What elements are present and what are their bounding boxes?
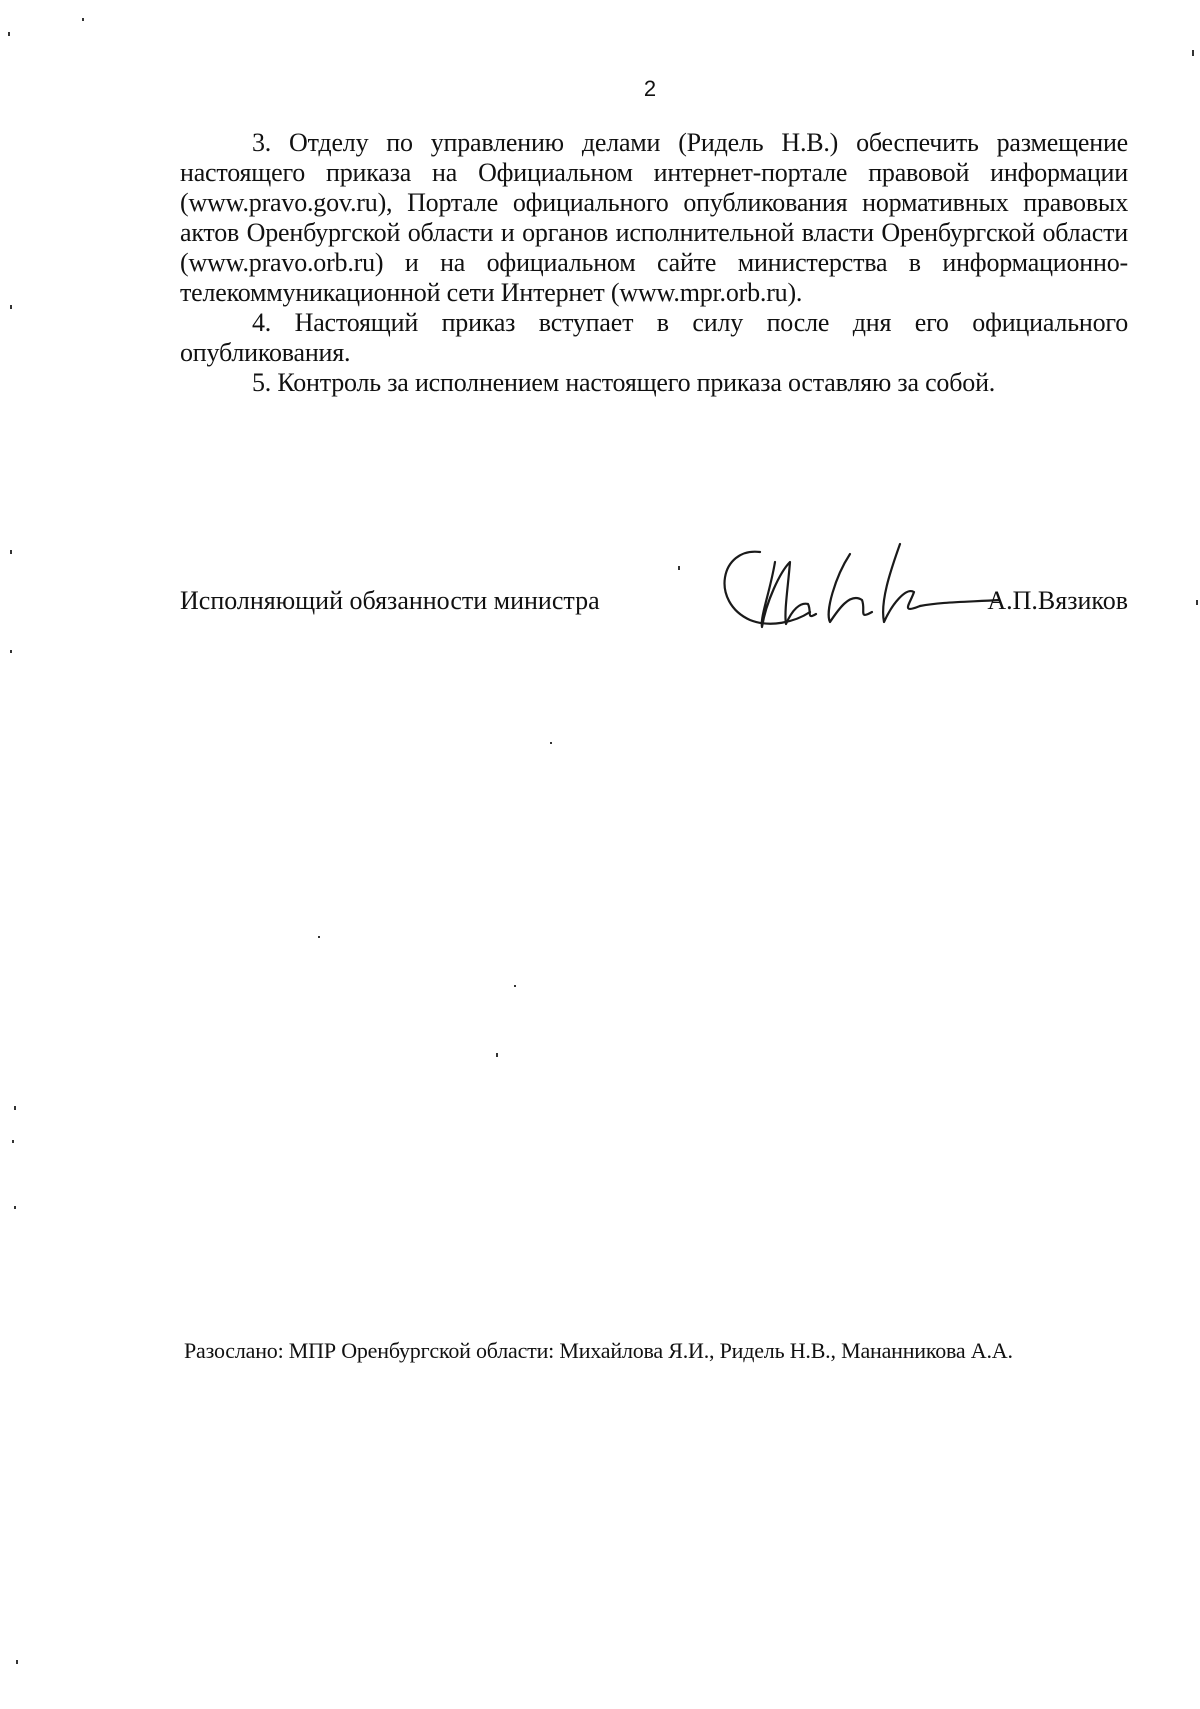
scan-speck xyxy=(514,985,516,987)
document-body xyxy=(180,128,1128,398)
scan-speck xyxy=(678,566,680,570)
signatory-name: А.П.Вязиков xyxy=(987,586,1128,615)
signature-block xyxy=(180,576,1128,636)
paragraph-5: 5. Контроль за исполнением настоящего приказа оставляю за собой. xyxy=(252,368,996,397)
scan-speck xyxy=(1196,600,1198,605)
page-number: 2 xyxy=(643,76,657,101)
paragraph-4: 4. Настоящий приказ вступает в силу после дня его официального опубликования. xyxy=(180,308,1128,367)
scan-speck xyxy=(550,742,552,744)
scan-speck xyxy=(82,18,84,21)
scan-speck xyxy=(12,1140,14,1143)
scan-speck xyxy=(10,550,12,554)
scan-speck xyxy=(10,650,12,653)
scan-speck xyxy=(496,1053,498,1057)
handwritten-signature-icon xyxy=(700,532,1000,642)
scan-speck xyxy=(1192,50,1194,56)
paragraph-3: 3. Отделу по управлению делами (Ридель Н.В.) обеспечить размещение настоящего приказа на Официальном интернет-портале правовой информации (www.pravo.gov.ru), Порталe официального опубликования нормативных правовых актов Оренбургской области и органов исполнительной власти Оренбургской области (www.pravo.orb.ru) и на официальном сайте министерства в информационно-телекоммуникационной сети Интернет (www.mpr.orb.ru). xyxy=(180,128,1128,307)
signatory-position: Исполняющий обязанности министра xyxy=(180,586,600,615)
scan-speck xyxy=(318,936,320,938)
scan-speck xyxy=(8,32,10,36)
distribution-list: Разослано: МПР Оренбургской области: Михайлова Я.И., Ридель Н.В., Мананникова А.А. xyxy=(184,1338,1013,1363)
scan-speck xyxy=(10,305,12,309)
scan-speck xyxy=(14,1206,16,1209)
scan-speck xyxy=(16,1660,18,1664)
scan-speck xyxy=(14,1106,16,1110)
